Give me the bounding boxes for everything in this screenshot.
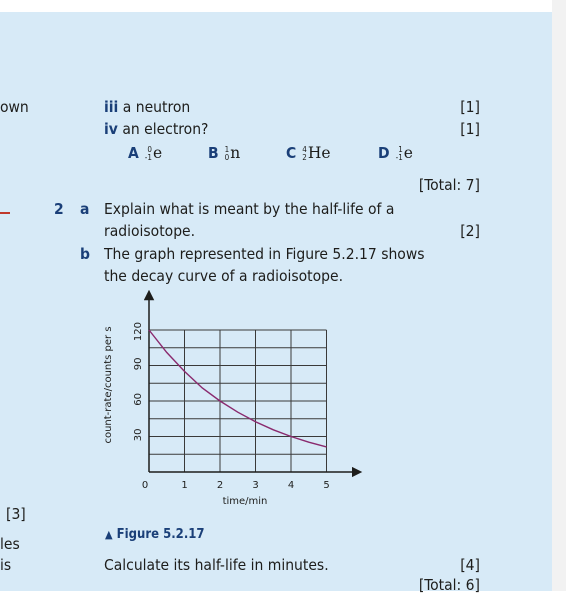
q2-a-mark: [2] <box>460 222 480 240</box>
option-d-mass: 1 <box>398 144 403 154</box>
q1-iii-text: a neutron <box>122 98 191 116</box>
option-a-label: A <box>128 144 139 162</box>
y-axis-label: count-rate/counts per s <box>103 326 114 444</box>
x-tick-label: 1 <box>181 480 188 491</box>
q1-iv-label: iv <box>104 120 118 138</box>
option-c-symbol: He <box>307 144 331 162</box>
option-d-symbol: e <box>403 144 413 162</box>
option-b-label: B <box>208 144 219 162</box>
y-tick-label: 60 <box>133 393 144 406</box>
q2-b-label: b <box>80 245 90 263</box>
page-right-margin <box>552 0 566 591</box>
x-tick-label: 3 <box>252 480 259 491</box>
y-tick-label: 90 <box>133 357 144 371</box>
x-tick-label: 2 <box>216 480 224 491</box>
q2-a-line1: Explain what is meant by the half-life of a <box>104 200 395 218</box>
option-a-charge: -1 <box>144 152 152 162</box>
q2-b-line1: The graph represented in Figure 5.2.17 shows <box>104 245 425 263</box>
option-c-charge: 2 <box>302 152 307 162</box>
y-tick-label: 30 <box>133 428 144 442</box>
q1-total: [Total: 7] <box>418 176 480 194</box>
x-axis-label: time/min <box>222 496 268 507</box>
option-c-label: C <box>286 144 297 162</box>
figure-caption <box>105 527 205 542</box>
y-tick-label: 120 <box>133 322 144 342</box>
q1-iii-mark: [1] <box>460 98 480 116</box>
q1-iv-mark: [1] <box>460 120 480 138</box>
triangle-icon: ▲ <box>105 528 113 541</box>
option-b-charge: 0 <box>224 152 230 162</box>
q1-iv <box>104 120 208 138</box>
option-a-symbol: e <box>152 144 163 162</box>
q2-b-line2: the decay curve of a radioisotope. <box>104 267 344 285</box>
option-a <box>128 144 162 162</box>
left-red-marker <box>0 212 10 214</box>
y-tick-labels <box>133 322 144 441</box>
option-b-mass: 1 <box>224 144 230 154</box>
option-d-charge: -1 <box>395 152 403 162</box>
x-tick-label: 4 <box>287 480 295 491</box>
x-tick-label: 5 <box>323 480 330 491</box>
chart-grid <box>149 330 327 472</box>
option-d <box>378 144 413 162</box>
q2-question: Calculate its half-life in minutes. <box>104 556 329 574</box>
option-d-label: D <box>378 144 390 162</box>
q2-a-line2: radioisotope. <box>104 222 196 240</box>
q2-a-label: a <box>80 200 90 218</box>
option-a-mass: 0 <box>147 144 152 154</box>
option-c <box>286 144 331 162</box>
q1-iv-text: an electron? <box>122 120 209 138</box>
q1-iii <box>104 98 190 116</box>
option-b <box>208 144 240 162</box>
option-b-symbol: n <box>230 144 241 162</box>
decay-chart <box>90 290 390 530</box>
left-fragment-les: les <box>0 535 20 553</box>
q2-mark: [4] <box>460 556 480 574</box>
left-fragment-mark: [3] <box>6 505 26 523</box>
q2-total: [Total: 6] <box>418 576 480 594</box>
figure-caption-label: Figure 5.2.17 <box>116 527 205 542</box>
x-tick-label: 0 <box>141 480 149 491</box>
left-fragment-own: own <box>0 98 29 116</box>
left-fragment-is: is <box>0 556 12 574</box>
option-c-mass: 4 <box>302 144 307 154</box>
x-tick-labels <box>142 480 330 491</box>
q2-number: 2 <box>54 200 64 218</box>
q1-iii-label: iii <box>104 98 119 116</box>
